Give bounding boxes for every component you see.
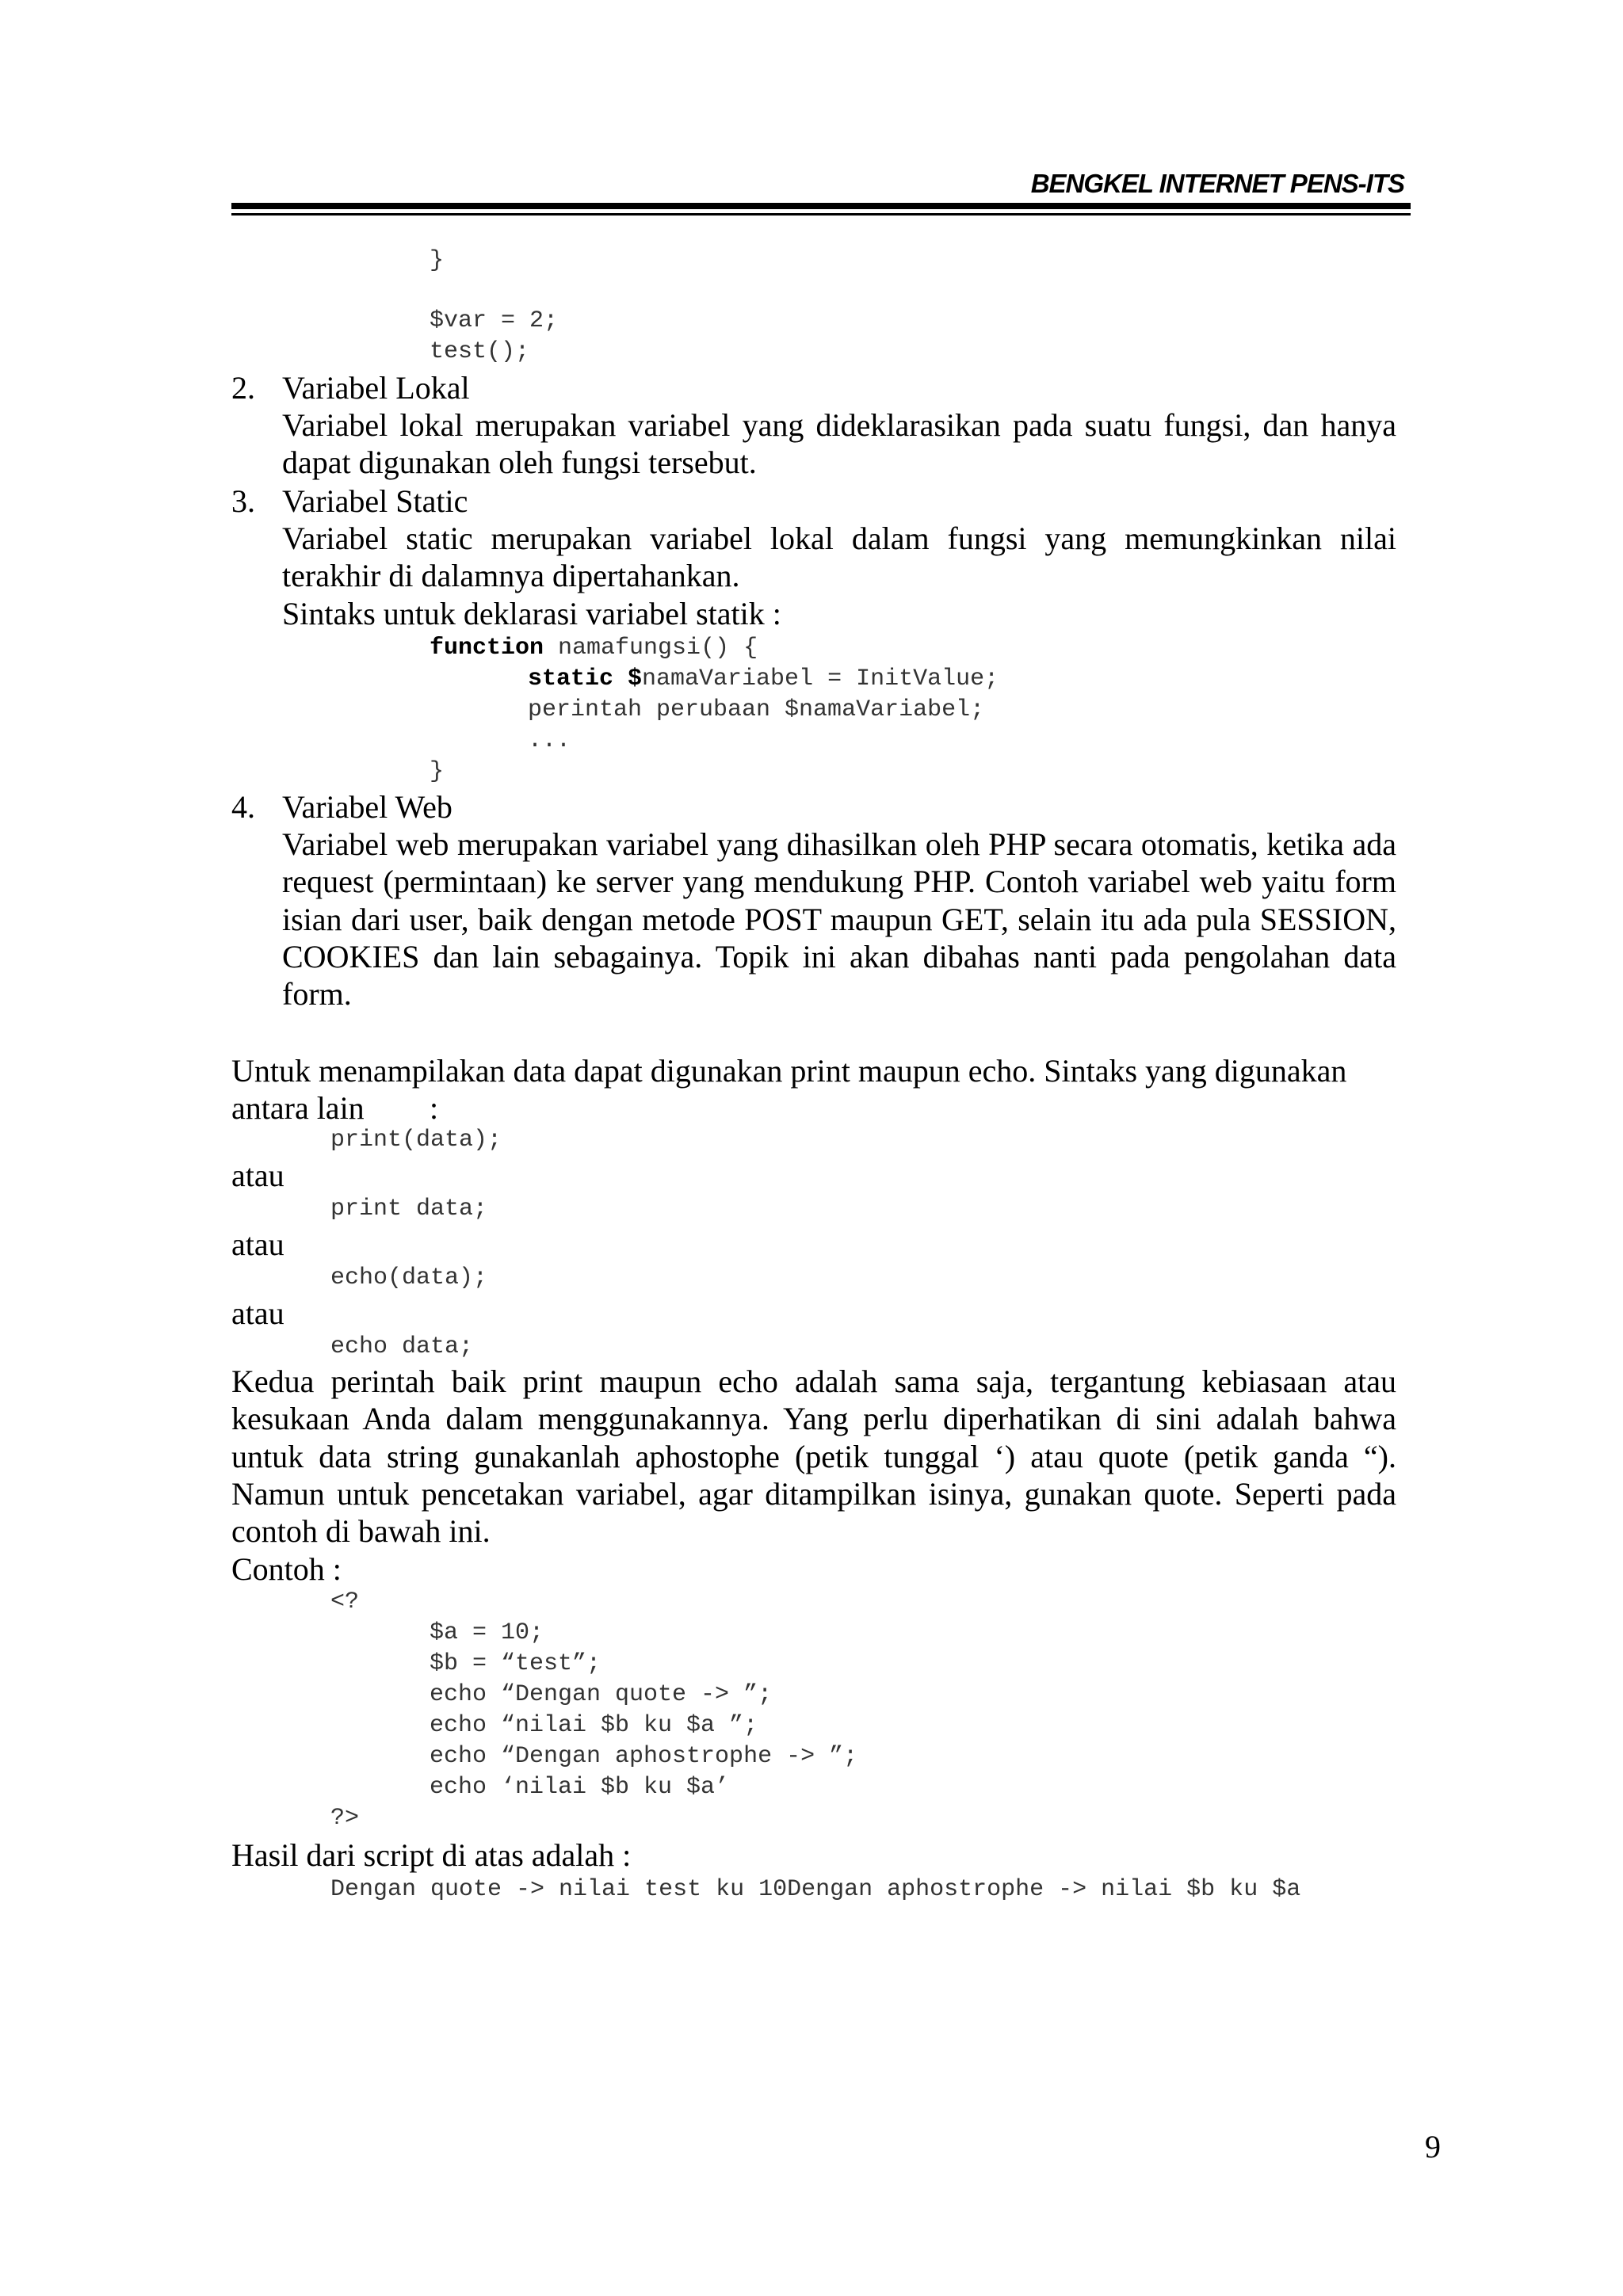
example-label: Contoh : <box>231 1551 342 1587</box>
code-example-line: echo “nilai $b ku $a ”; <box>430 1712 758 1739</box>
running-header-title: BENGKEL INTERNET PENS-ITS <box>1030 169 1404 198</box>
code-static-line <box>528 664 999 695</box>
code-static-rest: namaVariabel = InitValue; <box>642 666 999 692</box>
code-keyword-function: function <box>430 635 544 662</box>
code-function-line <box>430 633 758 664</box>
code-close-tag: ?> <box>330 1805 360 1832</box>
item-title: Variabel Lokal <box>282 370 470 406</box>
separator-atau: atau <box>231 1226 285 1262</box>
code-example-line: echo “Dengan quote -> ”; <box>430 1681 773 1708</box>
display-intro: Untuk menampilakan data dapat digunakan print maupun echo. Sintaks yang digunakan <box>231 1053 1347 1089</box>
separator-atau: atau <box>231 1158 285 1193</box>
result-output: Dengan quote -> nilai test ku 10Dengan aphostrophe -> nilai $b ku $a <box>330 1876 1301 1903</box>
item-number: 4. <box>231 789 255 825</box>
item-body: Variabel lokal merupakan variabel yang dideklarasikan pada suatu fungsi, dan hanya dapat digunakan oleh fungsi tersebut. <box>282 407 1396 481</box>
syntax-label: Sintaks untuk deklarasi variabel statik : <box>282 596 781 631</box>
code-line: perintah perubaan $namaVariabel; <box>528 696 985 723</box>
code-function-rest: namafungsi() { <box>544 635 758 662</box>
syntax-print-parens: print(data); <box>330 1127 502 1154</box>
item-title: Variabel Web <box>282 789 453 825</box>
code-example-line: echo “Dengan aphostrophe -> ”; <box>430 1743 858 1770</box>
header-rule-thin <box>231 213 1411 215</box>
explanation-paragraph: Kedua perintah baik print maupun echo adalah sama saja, tergantung kebiasaan atau kesukaan Anda dalam menggunakannya. Yang perlu diperhatikan di sini adalah bahwa untuk data string gunakanlah aphostophe (petik tunggal ‘) atau quote (petik ganda “). Namun untuk pencetakan variabel, agar ditampilkan isinya, gunakan quote. Seperti pada contoh di bawah ini. <box>231 1363 1396 1550</box>
code-example-line: echo ‘nilai $b ku $a’ <box>430 1774 730 1801</box>
syntax-echo-parens: echo(data); <box>330 1264 488 1291</box>
code-close-brace: } <box>430 247 445 274</box>
result-label: Hasil dari script di atas adalah : <box>231 1837 632 1873</box>
code-example-line: $b = “test”; <box>430 1650 601 1677</box>
header-rule-thick <box>231 203 1411 209</box>
item-body: Variabel web merupakan variabel yang dihasilkan oleh PHP secara otomatis, ketika ada request (permintaan) ke server yang mendukung PHP. Contoh variabel web yaitu form isian dari user, baik dengan metode POST maupun GET, selain itu ada pula SESSION, COOKIES dan lain sebagainya. Topik ini akan dibahas nanti pada pengolahan data form. <box>282 826 1396 1013</box>
code-var-assign: $var = 2; <box>430 307 559 334</box>
code-example-line: $a = 10; <box>430 1619 544 1646</box>
code-keyword-static: static $ <box>528 666 643 692</box>
item-number: 3. <box>231 483 255 519</box>
code-line: ... <box>528 727 571 754</box>
code-line: } <box>430 758 445 785</box>
syntax-print: print data; <box>330 1196 488 1222</box>
page-number: 9 <box>1425 2129 1441 2164</box>
display-intro-colon: : <box>430 1090 439 1126</box>
code-open-tag: <? <box>330 1589 360 1615</box>
item-body: Variabel static merupakan variabel lokal dalam fungsi yang memungkinkan nilai terakhir di dalamnya dipertahankan. <box>282 521 1396 594</box>
syntax-echo: echo data; <box>330 1333 474 1360</box>
item-title: Variabel Static <box>282 483 468 519</box>
display-intro-line2: antara lain <box>231 1090 365 1126</box>
code-test-call: test(); <box>430 338 530 365</box>
item-number: 2. <box>231 370 255 406</box>
separator-atau: atau <box>231 1295 285 1331</box>
